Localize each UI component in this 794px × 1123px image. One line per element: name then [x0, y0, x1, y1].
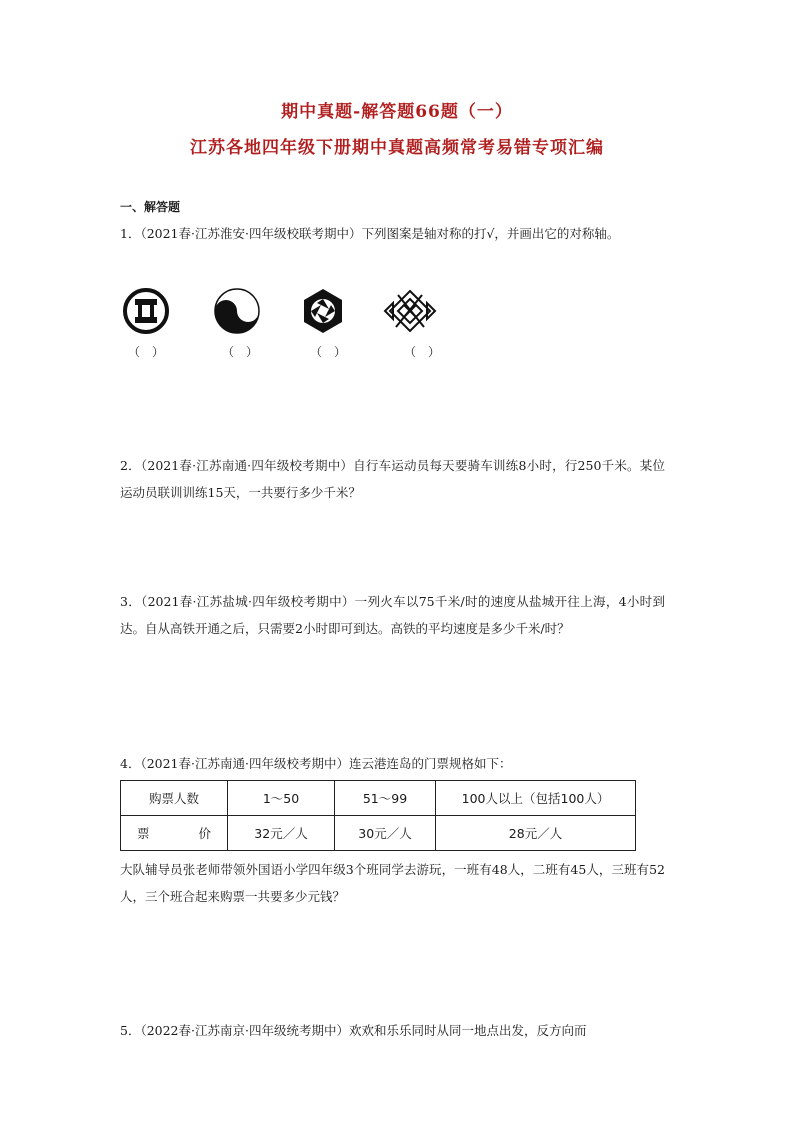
table-cell [121, 816, 228, 851]
question-5: 5．（2022春·江苏南京·四年级统考期中）欢欢和乐乐同时从同一地点出发，反方向而 [120, 1023, 587, 1038]
table-cell: 30元／人 [335, 816, 436, 851]
table-row [121, 781, 636, 816]
endless-knot-icon [383, 287, 437, 335]
bank-coin-icon [122, 287, 170, 335]
table-cell: 100人以上（包括100人） [436, 781, 636, 816]
table-cell: 28元／人 [436, 816, 636, 851]
answer-blank-2[interactable]: （ ） [221, 345, 258, 359]
question-4-continued: 大队辅导员张老师带领外国语小学四年级3个班同学去游玩，一班有48人，二班有45人，三班有52人，三个班合起来购票一共要多少元钱？ [120, 862, 665, 904]
table-cell: 购票人数 [121, 781, 228, 816]
section-heading: 一、解答题 [120, 200, 181, 214]
ticket-price-table [120, 780, 636, 851]
price-label-left: 票 [137, 826, 150, 841]
question-2: 2．（2021春·江苏南通·四年级校考期中）自行车运动员每天要骑车训练8小时，行250千米。某位运动员联训训练15天，一共要行多少千米？ [120, 458, 665, 500]
page-subtitle: 江苏各地四年级下册期中真题高频常考易错专项汇编 [190, 138, 604, 158]
table-cell: 32元／人 [228, 816, 335, 851]
page-title: 期中真题-解答题66题（一） [281, 102, 513, 122]
answer-blank-3[interactable]: （ ） [309, 345, 346, 359]
question-4: 4．（2021春·江苏南通·四年级校考期中）连云港连岛的门票规格如下： [120, 756, 512, 771]
table-row [121, 816, 636, 851]
yin-yang-icon [213, 287, 261, 335]
answer-blank-1[interactable]: （ ） [127, 345, 164, 359]
table-cell: 51～99 [335, 781, 436, 816]
answer-blank-4[interactable]: （ ） [403, 345, 440, 359]
price-label-right: 价 [198, 826, 211, 841]
aperture-hexagon-icon [299, 287, 347, 335]
question-1: 1．（2021春·江苏淮安·四年级校联考期中）下列图案是轴对称的打√，并画出它的对称轴。 [120, 226, 620, 241]
question-3: 3．（2021春·江苏盐城·四年级校考期中）一列火车以75千米/时的速度从盐城开往上海，4小时到达。自从高铁开通之后，只需要2小时即可到达。高铁的平均速度是多少千米/时？ [120, 594, 665, 636]
table-cell: 1～50 [228, 781, 335, 816]
